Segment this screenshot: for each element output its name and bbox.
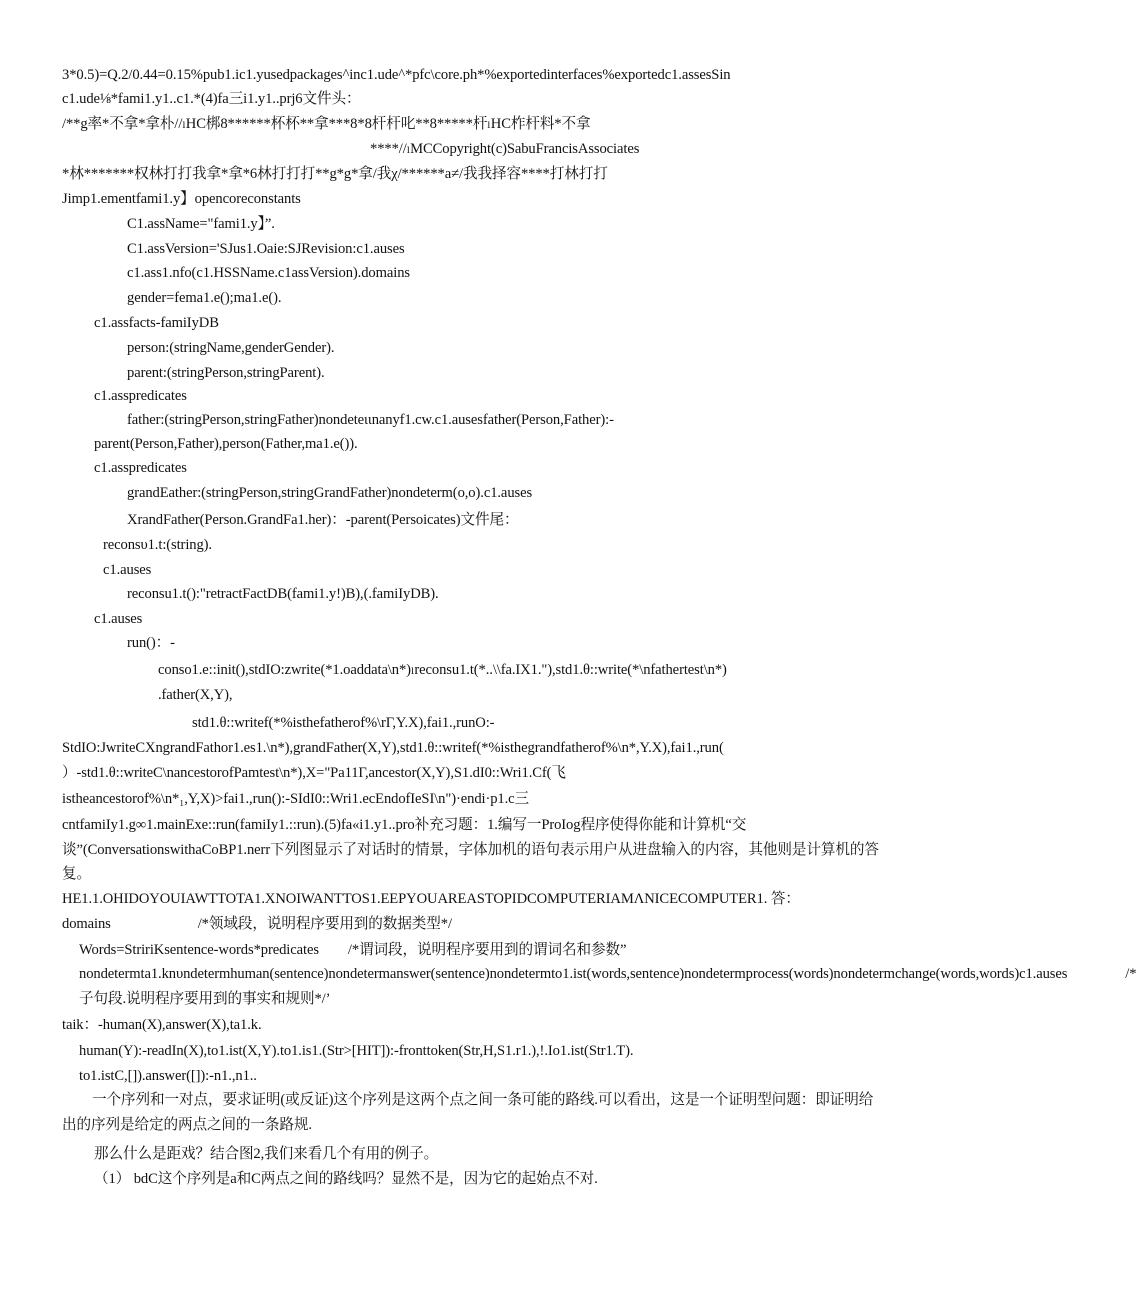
code-line-10: gender=fema1.e();ma1.e(). bbox=[127, 290, 282, 306]
code-line-19: XrandFather(Person.GrandFa1.her)：-parent(Persoicates)文件尾： bbox=[127, 512, 519, 528]
code-line-36: human(Y):-readIn(X),to1.ist(X,Y).to1.is1.(Str>[HIT]):-fronttoken(Str,H,S1.r1.),!.Io1.ist(Str1.T). bbox=[79, 1043, 634, 1059]
code-line-30: istheancestorof%\n*₁,Y,X)>fai1.,run():-SIdI0::Wri1.ecEndofIeSI\n")·endi·p1.c三 bbox=[62, 791, 530, 807]
code-line-9: c1.ass1.nfo(c1.HSSName.c1assVersion).domains bbox=[127, 265, 410, 281]
text-paragraph-1: cntfamiIy1.g∞1.mainExe::run(famiIy1.::run).(5)fa«i1.y1..pro补充习题：1.编写一ProIog程序使得你能和计算机“交谈”(ConversationswithaCoBP1.nerr下列图显示了对话时的情景，字体加机的语句表示用户从进盘输入的内容，其他则是计算机的答复。 bbox=[62, 817, 879, 882]
code-line-26: .father(X,Y), bbox=[158, 687, 233, 703]
code-line-33: Words=StririKsentence-words*predicates /*谓词段，说明程序要用到的谓词名和参数” bbox=[79, 942, 627, 958]
code-line-12: person:(stringName,genderGender). bbox=[127, 340, 335, 356]
code-line-22: reconsu1.t():"retractFactDB(fami1.y!)B),(.famiIyDB). bbox=[127, 586, 439, 602]
code-line-7: C1.assName="fami1.y】”. bbox=[127, 216, 275, 232]
code-line-6: Jimp1.ementfami1.y】opencoreconstants bbox=[62, 191, 301, 207]
code-line-16: parent(Person,Father),person(Father,ma1.e()). bbox=[94, 436, 358, 452]
code-line-13: parent:(stringPerson,stringParent). bbox=[127, 365, 325, 381]
code-line-20: reconsυ1.t:(string). bbox=[103, 537, 212, 553]
code-line-21: c1.auses bbox=[103, 562, 152, 578]
code-line-8: C1.assVersion='SJus1.Oaie:SJRevision:c1.auses bbox=[127, 241, 405, 257]
code-line-35: taik：-human(X),answer(X),ta1.k. bbox=[62, 1017, 262, 1033]
code-line-5: *林*******权林打打我拿*拿*6林打打打**g*g*拿/我χ/******a≠/我我择容****打林打打 bbox=[62, 166, 608, 182]
code-line-3: /**g率*不拿*拿朴//ₗHC梆8******杯杯**拿***8*8杆杆叱**8*****杆ₗHC柞杆料*不拿 bbox=[62, 116, 591, 132]
code-line-15: father:(stringPerson,stringFather)nondeteιιnanyf1.cw.c1.ausesfather(Person,Father):- bbox=[127, 412, 614, 428]
text-line-40: （1） bdC这个序列是a和C两点之间的路线吗？显然不是，因为它的起始点不对. bbox=[94, 1171, 598, 1187]
code-line-2: c1.ude⅛*fami1.y1..c1.*(4)fa三i1.y1..prj6文件头： bbox=[62, 91, 361, 107]
code-line-28: StdIO:JwriteCXngrandFathor1.es1.\n*),grandFather(X,Y),std1.θ::writef(*%isthegrandfatherof%\n*,Y.X),fai1.,run( bbox=[62, 740, 724, 756]
code-line-17: c1.asspredicates bbox=[94, 460, 187, 476]
code-line-23: c1.auses bbox=[94, 611, 143, 627]
code-line-24: run()：- bbox=[127, 635, 175, 651]
code-line-29: ）-std1.θ::writeC\nancestorofPamtest\n*),X="Pa11Γ,ancestor(X,Y),S1.dI0::Wri1.Cf(飞 bbox=[62, 765, 566, 781]
code-line-27: std1.θ::writef(*%isthefatherof%\rΓ,Y.X),fai1.,runO:- bbox=[192, 715, 495, 731]
text-paragraph-4: 一个序列和一对点，要求证明(或反证)这个序列是这两个点之间一条可能的路线.可以看出，这是一个证明型问题：即证明给出的序列是给定的两点之间的一条路规. bbox=[62, 1092, 874, 1133]
text-line-39: 那么什么是距戏？结合图2,我们来看几个有用的例子。 bbox=[94, 1146, 439, 1162]
code-line-4: ****//ₗMCCopyright(c)SabuFrancisAssociates bbox=[370, 141, 640, 157]
code-line-18: grandEather:(stringPerson,stringGrandFather)nondeterm(o,o).c1.auses bbox=[127, 485, 533, 501]
code-line-1: 3*0.5)=Q.2/0.44=0.15%pub1.ic1.yusedpackages^inc1.ude^*pfc\core.ph*%exportedinterfaces%exportedc1.assesSin bbox=[62, 67, 731, 83]
code-line-14: c1.asspredicates bbox=[94, 388, 187, 404]
code-line-11: c1.assfacts-famiIyDB bbox=[94, 315, 219, 331]
text-paragraph-3: nondetermta1.knυndetermhuman(sentence)nondetermanswer(sentence)nondetermto1.ist(words,sentence)nondetermprocess(words)nondetermchange(words,words)c1.auses /*子句段.说明程序要用到的事实和规则*/’ bbox=[79, 966, 1136, 1007]
code-line-37: to1.istC,[]).answer([]):-n1.,n1.. bbox=[79, 1068, 257, 1084]
text-paragraph-2: HE1.1.OHIDOYOUIAWTTOTA1.XNOIWANTTOS1.EEPYOUAREASTOPIDCOMPUTERIAMΛNICECOMPUTER1. 答：domains /*领域段，说明程序要用到的数据类型*/ bbox=[62, 891, 800, 932]
code-line-25: conso1.e::init(),stdIO:zwrite(*1.oaddata\n*)ₗreconsu1.t(*..\\fa.IX1."),std1.θ::write(*\nfathertest\n*) bbox=[158, 662, 727, 678]
